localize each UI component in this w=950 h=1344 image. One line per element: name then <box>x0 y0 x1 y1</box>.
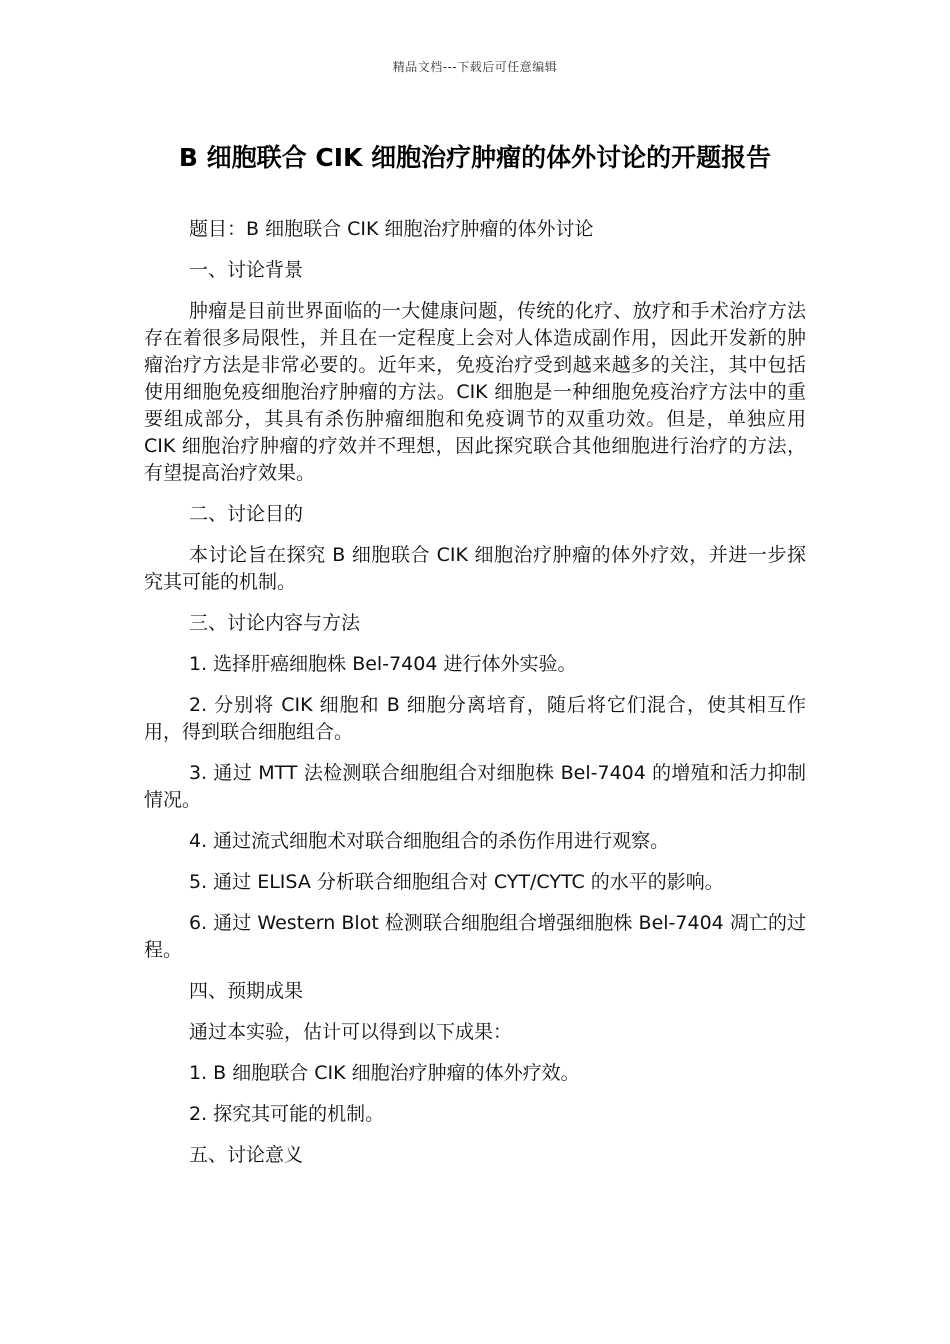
topic-line: 题目：B 细胞联合 CIK 细胞治疗肿瘤的体外讨论 <box>189 218 594 240</box>
section-heading-significance: 五、讨论意义 <box>189 1144 304 1166</box>
methods-item: 3. 通过 MTT 法检测联合细胞组合对细胞株 Bel-7404 的增殖和活力抑制情况。 <box>144 762 806 811</box>
document-title: B 细胞联合 CIK 细胞治疗肿瘤的体外讨论的开题报告 <box>178 143 772 172</box>
background-paragraph: 肿瘤是目前世界面临的一大健康问题，传统的化疗、放疗和手术治疗方法存在着很多局限性，并且在一定程度上会对人体造成副作用，因此开发新的肿瘤治疗方法是非常必要的。近年来，免疫治疗受到越来越多的关注，其中包括使用细胞免疫细胞治疗肿瘤的方法。CIK 细胞是一种细胞免疫治疗方法中的重要组成部分，其具有杀伤肿瘤细胞和免疫调节的双重功效。但是，单独应用 CIK 细胞治疗肿瘤的疗效并不理想，因此探究联合其他细胞进行治疗的方法，有望提高治疗效果。 <box>144 300 806 484</box>
methods-item: 4. 通过流式细胞术对联合细胞组合的杀伤作用进行观察。 <box>189 830 670 852</box>
section-heading-purpose: 二、讨论目的 <box>189 503 304 525</box>
results-intro: 通过本实验，估计可以得到以下成果： <box>189 1021 513 1043</box>
methods-item: 2. 分别将 CIK 细胞和 B 细胞分离培育，随后将它们混合，使其相互作用，得到联合细胞组合。 <box>144 694 806 743</box>
methods-item: 1. 选择肝癌细胞株 Bel-7404 进行体外实验。 <box>189 653 577 675</box>
section-heading-background: 一、讨论背景 <box>189 259 304 281</box>
results-item: 1. B 细胞联合 CIK 细胞治疗肿瘤的体外疗效。 <box>189 1062 580 1084</box>
document-body <box>144 216 806 1183</box>
header-note: 精品文档---下载后可任意编辑 <box>392 60 558 74</box>
results-item: 2. 探究其可能的机制。 <box>189 1103 385 1125</box>
methods-item: 6. 通过 Western Blot 检测联合细胞组合增强细胞株 Bel-7404 凋亡的过程。 <box>144 912 806 961</box>
section-heading-results: 四、预期成果 <box>189 980 304 1002</box>
methods-item: 5. 通过 ELISA 分析联合细胞组合对 CYT/CYTC 的水平的影响。 <box>189 871 724 893</box>
purpose-paragraph: 本讨论旨在探究 B 细胞联合 CIK 细胞治疗肿瘤的体外疗效，并进一步探究其可能的机制。 <box>144 544 806 593</box>
section-heading-methods: 三、讨论内容与方法 <box>189 612 361 634</box>
